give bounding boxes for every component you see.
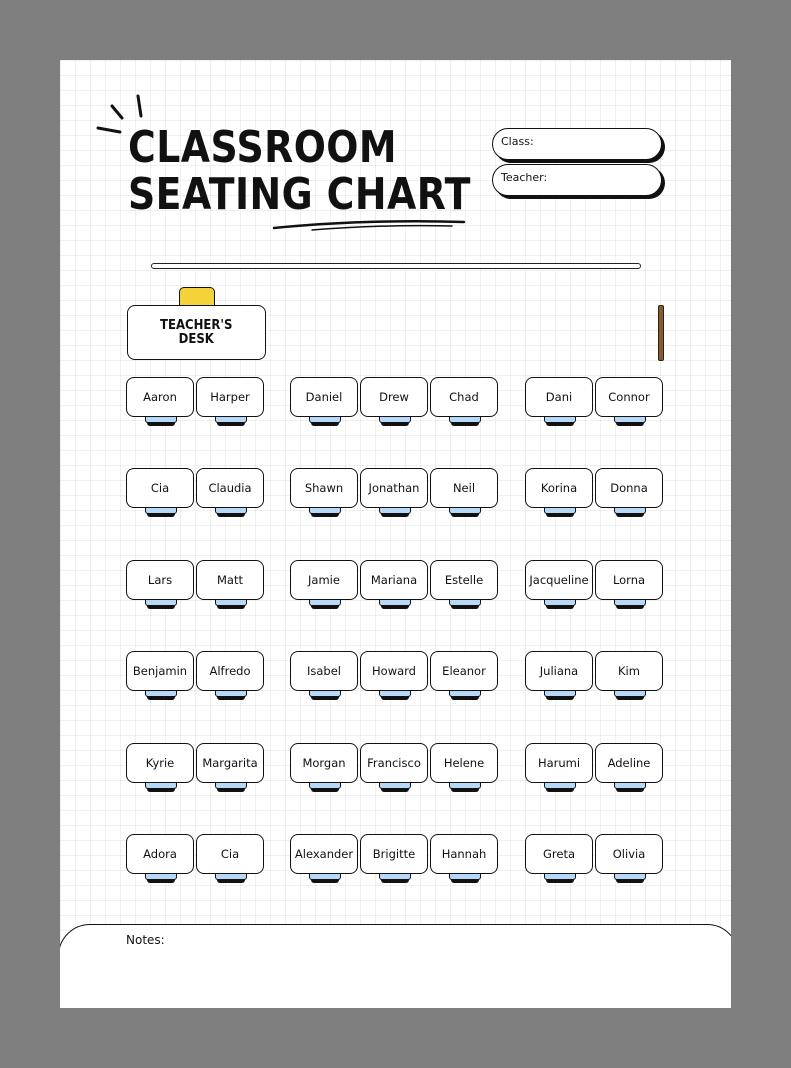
student-desk-name: Francisco [360, 743, 428, 783]
student-desk-name: Jamie [290, 560, 358, 600]
student-desk-name: Neil [430, 468, 498, 508]
header-divider [151, 263, 641, 269]
seat[interactable] [126, 743, 196, 793]
seat[interactable] [196, 468, 266, 518]
class-field[interactable] [492, 128, 662, 160]
seat[interactable] [290, 743, 360, 793]
student-desk-name: Korina [525, 468, 593, 508]
student-desk-name: Alexander [290, 834, 358, 874]
student-desk-name: Harper [196, 377, 264, 417]
student-desk-name: Isabel [290, 651, 358, 691]
student-desk-name: Chad [430, 377, 498, 417]
student-desk-name: Jacqueline [525, 560, 593, 600]
teacher-desk-label-line-1: TEACHER'S [160, 317, 233, 333]
seat[interactable] [525, 834, 595, 884]
seat[interactable] [126, 560, 196, 610]
seat[interactable] [430, 377, 500, 427]
page-title [128, 124, 471, 218]
seat[interactable] [290, 560, 360, 610]
title-line-1: CLASSROOM [128, 122, 397, 173]
student-desk-name: Helene [430, 743, 498, 783]
title-line-2: SEATING CHART [128, 169, 471, 220]
student-desk-name: Kyrie [126, 743, 194, 783]
student-desk-name: Daniel [290, 377, 358, 417]
seat[interactable] [430, 651, 500, 701]
seating-chart-page [60, 60, 731, 1008]
student-desk-name: Adeline [595, 743, 663, 783]
student-desk-name: Alfredo [196, 651, 264, 691]
seat[interactable] [525, 377, 595, 427]
seat[interactable] [430, 468, 500, 518]
seat[interactable] [126, 377, 196, 427]
student-desk-name: Hannah [430, 834, 498, 874]
seat[interactable] [360, 743, 430, 793]
seat[interactable] [290, 377, 360, 427]
student-desk-name: Donna [595, 468, 663, 508]
seat[interactable] [196, 377, 266, 427]
seat[interactable] [126, 468, 196, 518]
seat[interactable] [290, 468, 360, 518]
student-desk-name: Harumi [525, 743, 593, 783]
seat[interactable] [595, 743, 665, 793]
seat[interactable] [595, 468, 665, 518]
student-desk-name: Adora [126, 834, 194, 874]
seat[interactable] [595, 377, 665, 427]
seat[interactable] [430, 743, 500, 793]
student-desk-name: Kim [595, 651, 663, 691]
seat[interactable] [290, 651, 360, 701]
seat[interactable] [126, 651, 196, 701]
student-desk-name: Aaron [126, 377, 194, 417]
seat[interactable] [360, 834, 430, 884]
student-desk-name: Margarita [196, 743, 264, 783]
seat[interactable] [360, 560, 430, 610]
student-desk-name: Cia [126, 468, 194, 508]
seat[interactable] [196, 834, 266, 884]
seat[interactable] [126, 834, 196, 884]
seat[interactable] [525, 651, 595, 701]
seat[interactable] [360, 468, 430, 518]
student-desk-name: Benjamin [126, 651, 194, 691]
seat[interactable] [360, 651, 430, 701]
student-desk-name: Brigitte [360, 834, 428, 874]
student-desk-name: Estelle [430, 560, 498, 600]
seat[interactable] [196, 743, 266, 793]
title-underline-decoration [272, 218, 467, 232]
seat[interactable] [196, 560, 266, 610]
teacher-field-label: Teacher: [501, 171, 548, 184]
student-desk-name: Lorna [595, 560, 663, 600]
student-desk-name: Olivia [595, 834, 663, 874]
student-desk-name: Dani [525, 377, 593, 417]
student-desk-name: Matt [196, 560, 264, 600]
student-desk-name: Eleanor [430, 651, 498, 691]
student-desk-name: Claudia [196, 468, 264, 508]
seat[interactable] [525, 743, 595, 793]
student-desk-name: Drew [360, 377, 428, 417]
student-desk-name: Juliana [525, 651, 593, 691]
student-desk-name: Connor [595, 377, 663, 417]
seat[interactable] [595, 560, 665, 610]
student-desk-name: Jonathan [360, 468, 428, 508]
notes-label: Notes: [126, 933, 165, 947]
seat[interactable] [595, 834, 665, 884]
seat[interactable] [290, 834, 360, 884]
student-desk-name: Cia [196, 834, 264, 874]
student-desk-name: Shawn [290, 468, 358, 508]
seat[interactable] [430, 560, 500, 610]
student-desk-name: Howard [360, 651, 428, 691]
seat[interactable] [525, 560, 595, 610]
seat[interactable] [525, 468, 595, 518]
student-desk-name: Greta [525, 834, 593, 874]
seat[interactable] [430, 834, 500, 884]
teacher-desk [127, 305, 266, 360]
student-desk-name: Lars [126, 560, 194, 600]
seat[interactable] [196, 651, 266, 701]
class-field-label: Class: [501, 135, 534, 148]
student-desk-name: Morgan [290, 743, 358, 783]
notes-area[interactable] [60, 924, 731, 1008]
seat[interactable] [595, 651, 665, 701]
door-icon [658, 305, 664, 361]
teacher-field[interactable] [492, 164, 662, 196]
student-desk-name: Mariana [360, 560, 428, 600]
teacher-desk-label-line-2: DESK [178, 331, 215, 347]
seat[interactable] [360, 377, 430, 427]
